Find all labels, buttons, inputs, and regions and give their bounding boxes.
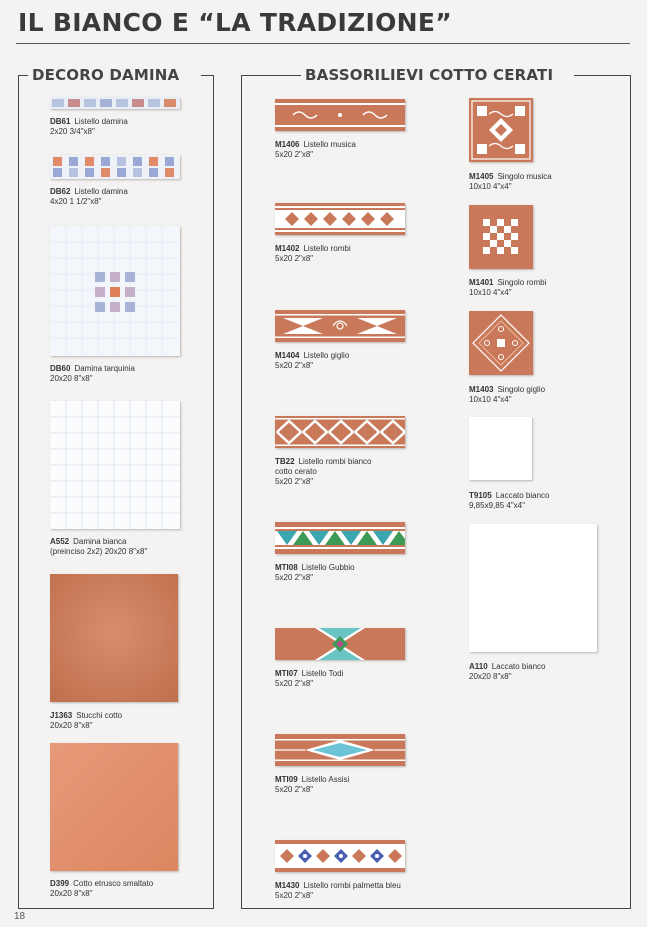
label-db60: DB60 Damina tarquinia 20x20 8"x8" xyxy=(50,364,135,383)
tile-m1403 xyxy=(469,311,533,375)
label-j1363: J1363 Stucchi cotto 20x20 8"x8" xyxy=(50,711,123,730)
label-mti09: MTI09 Listello Assisi 5x20 2"x8" xyxy=(275,775,350,794)
label-tb22: TB22 Listello rombi bianco cotto cerato 5x20 2"x8" xyxy=(275,457,372,486)
label-db62: DB62 Listello damina 4x20 1 1/2"x8" xyxy=(50,187,128,206)
tile-tb22 xyxy=(275,416,405,448)
right-section-heading: BASSORILIEVI COTTO CERATI xyxy=(302,66,556,84)
label-m1430: M1430 Listello rombi palmetta bleu 5x20 2"x8" xyxy=(275,881,401,900)
title-divider xyxy=(16,43,630,44)
tile-j1363 xyxy=(50,574,178,702)
label-db61: DB61 Listello damina 2x20 3/4"x8" xyxy=(50,117,128,136)
left-section-heading: DECORO DAMINA xyxy=(29,66,182,84)
tile-a552 xyxy=(50,401,180,529)
label-m1401: M1401 Singolo rombi 10x10 4"x4" xyxy=(469,278,547,297)
left-heading-line xyxy=(18,75,28,76)
tile-db62 xyxy=(50,155,180,179)
label-m1402: M1402 Listello rombi 5x20 2"x8" xyxy=(275,244,351,263)
label-mti08: MTI08 Listello Gubbio 5x20 2"x8" xyxy=(275,563,355,582)
tile-m1406 xyxy=(275,99,405,131)
left-heading-line-right xyxy=(201,75,213,76)
tile-db61 xyxy=(50,97,180,109)
label-d399: D399 Cotto etrusco smaltato 20x20 8"x8" xyxy=(50,879,154,898)
page-number: 18 xyxy=(14,911,26,922)
label-t9105: T9105 Laccato bianco 9,85x9,85 4"x4" xyxy=(469,491,550,510)
label-a552: A552 Damina bianca (preinciso 2x2) 20x20 8"x8" xyxy=(50,537,148,556)
tile-mti07 xyxy=(275,628,405,660)
tile-a110 xyxy=(469,524,597,652)
tile-m1430 xyxy=(275,840,405,872)
tile-mti08 xyxy=(275,522,405,554)
tile-mti09 xyxy=(275,734,405,766)
label-m1406: M1406 Listello musica 5x20 2"x8" xyxy=(275,140,356,159)
label-m1404: M1404 Listello giglio 5x20 2"x8" xyxy=(275,351,350,370)
tile-db60 xyxy=(50,226,180,356)
page-title: IL BIANCO E “LA TRADIZIONE” xyxy=(18,8,452,37)
tile-t9105 xyxy=(469,417,532,480)
right-heading-line-right xyxy=(574,75,630,76)
tile-d399 xyxy=(50,743,178,871)
label-mti07: MTI07 Listello Todi 5x20 2"x8" xyxy=(275,669,344,688)
label-a110: A110 Laccato bianco 20x20 8"x8" xyxy=(469,662,546,681)
right-heading-line xyxy=(241,75,301,76)
tile-m1402 xyxy=(275,203,405,235)
label-m1403: M1403 Singolo giglio 10x10 4"x4" xyxy=(469,385,546,404)
label-m1405: M1405 Singolo musica 10x10 4"x4" xyxy=(469,172,552,191)
tile-m1401 xyxy=(469,205,533,269)
tile-m1405 xyxy=(469,98,533,162)
tile-m1404 xyxy=(275,310,405,342)
